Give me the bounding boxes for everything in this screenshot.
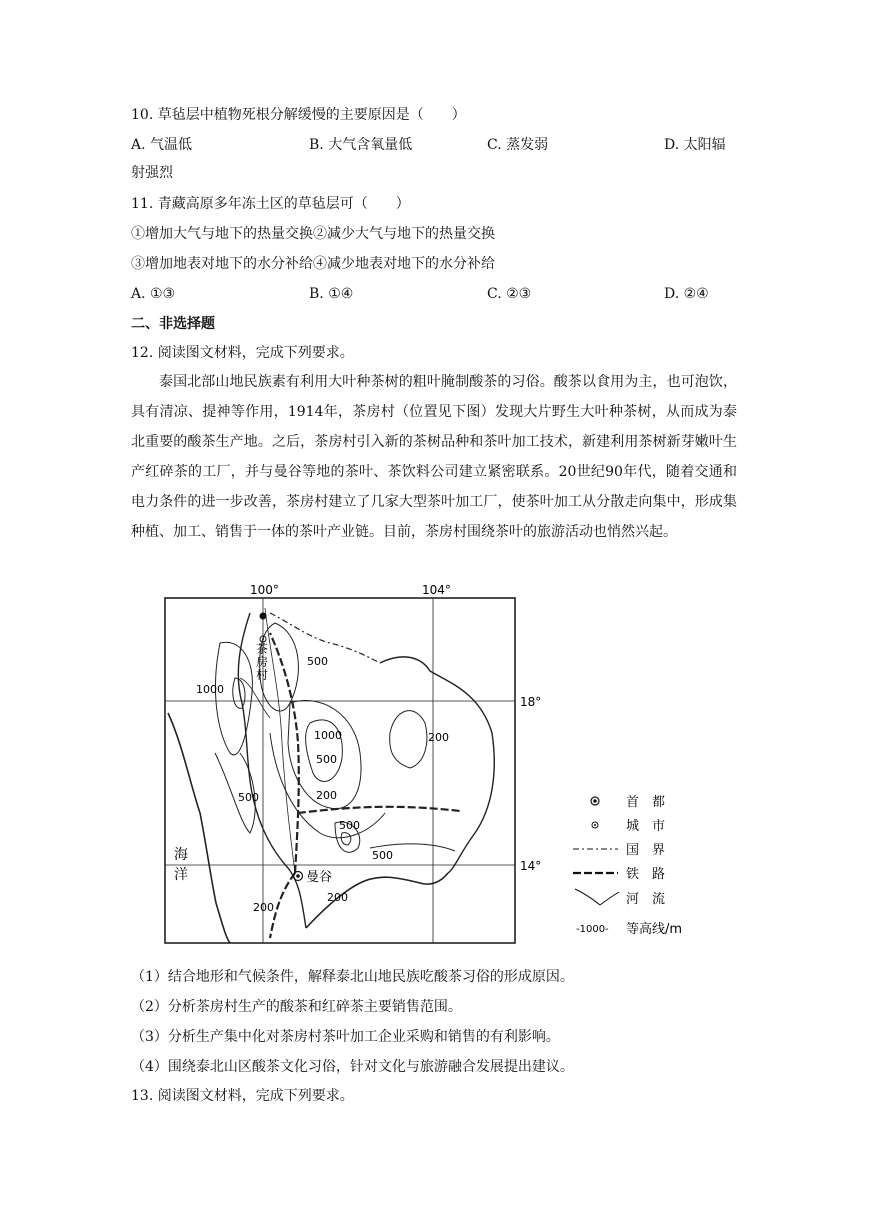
contour-200-central [270, 733, 385, 838]
q12-paragraph: 泰国北部山地民族素有利用大叶种茶树的粗叶腌制酸茶的习俗。酸茶以食用为主，也可泡饮，具有清凉、提神等作用，1914年，茶房村（位置见下图）发现大片野生大叶种茶树，从而成为泰北重要的酸茶生产地。之后，茶房村引入新的茶树品种和茶叶加工技术，新建利用茶树新芽嫩叶生产红碎茶的工厂，并与曼谷等地的茶叶、茶饮料公司建立紧密联系。20世纪90年代，随着交通和电力条件的进一步改善，茶房村建立了几家大型茶叶加工厂，使茶叶加工从分散走向集中，形成集种植、加工、销售于一体的茶叶产业链。目前，茶房村围绕茶叶的旅游活动也悄然兴起。 [131, 374, 737, 540]
q10-stem: 10. 草毡层中植物死根分解缓慢的主要原因是（ ） [131, 107, 466, 123]
legend-city-label: 城 市 [626, 819, 666, 834]
legend-contour-sample: -1000- [576, 924, 609, 935]
legend-railway-label: 铁 路 [626, 867, 666, 882]
legend-capital-label: 首 都 [626, 795, 666, 810]
railway-east [298, 807, 460, 813]
capital-label: 曼谷 [306, 870, 333, 885]
village-label-1: 茶房村 [256, 642, 269, 682]
q12-subquestion-4: （4）围绕泰北山区酸茶文化习俗，针对文化与旅游融合发展提出建议。 [131, 1059, 574, 1075]
q11-option-d: D. ②④ [664, 286, 709, 302]
q10-option-d: D. 太阳辐 [664, 137, 726, 153]
river-main [265, 608, 295, 873]
thailand-map [130, 583, 710, 953]
contour-label: 200 [428, 731, 449, 744]
legend-contour-label: 等高线/m [626, 922, 683, 937]
lat-label-14: 14° [520, 859, 542, 873]
legend-capital-symbol [591, 797, 599, 805]
contour-200-northeast [390, 711, 427, 768]
lon-label-104: 104° [422, 583, 451, 597]
map-legend [573, 794, 682, 937]
east-border [380, 657, 494, 873]
legend-river-symbol [575, 889, 619, 905]
contour-label: 1000 [196, 683, 224, 696]
q11-stem: 11. 青藏高原多年冻土区的草毡层可（ ） [131, 196, 410, 212]
q10-option-b: B. 大气含氧量低 [309, 137, 413, 153]
sea-label-1: 海 [174, 847, 188, 863]
contour-label: 200 [253, 901, 274, 914]
capital-marker [294, 872, 303, 881]
contour-label: 500 [316, 753, 337, 766]
contour-label: 500 [238, 791, 259, 804]
contour-label: 200 [327, 891, 348, 904]
contour-label: 500 [372, 849, 393, 862]
q10-option-d-wrap: 射强烈 [131, 165, 173, 181]
legend-river-label: 河 流 [626, 892, 666, 907]
section-title: 二、非选择题 [131, 316, 215, 332]
west-coastline [168, 713, 230, 943]
lon-label-100: 100° [250, 583, 279, 597]
q11-option-b: B. ①④ [309, 286, 354, 302]
q12-subquestion-2: （2）分析茶房村生产的酸茶和红碎茶主要销售范围。 [131, 999, 462, 1015]
legend-border-label: 国 界 [626, 843, 666, 858]
q11-option-c: C. ②③ [487, 286, 532, 302]
q12-subquestion-3: （3）分析生产集中化对茶房村茶叶加工企业采购和销售的有利影响。 [131, 1029, 560, 1045]
railway-north [270, 633, 299, 873]
contour-label: 200 [316, 789, 337, 802]
q10-option-a: A. 气温低 [131, 137, 193, 153]
sea-label-2: 洋 [174, 867, 188, 883]
q11-statement-1: ①增加大气与地下的热量交换②减少大气与地下的热量交换 [131, 226, 495, 242]
q11-statement-2: ③增加地表对地下的水分补给④减少地表对地下的水分补给 [131, 256, 495, 272]
q13-stem: 13. 阅读图文材料，完成下列要求。 [131, 1088, 354, 1104]
contour-label: 500 [339, 819, 360, 832]
q12-stem: 12. 阅读图文材料，完成下列要求。 [131, 345, 354, 361]
contour-label: 1000 [314, 729, 342, 742]
contour-small-loop [341, 833, 351, 845]
contour-label: 500 [307, 655, 328, 668]
lat-label-18: 18° [520, 695, 542, 709]
q11-option-a: A. ①③ [131, 286, 176, 302]
legend-city-symbol [592, 822, 598, 828]
q10-option-c: C. 蒸发弱 [487, 137, 549, 153]
q12-subquestion-1: （1）结合地形和气候条件，解释泰北山地民族吃酸茶习俗的形成原因。 [131, 969, 574, 985]
